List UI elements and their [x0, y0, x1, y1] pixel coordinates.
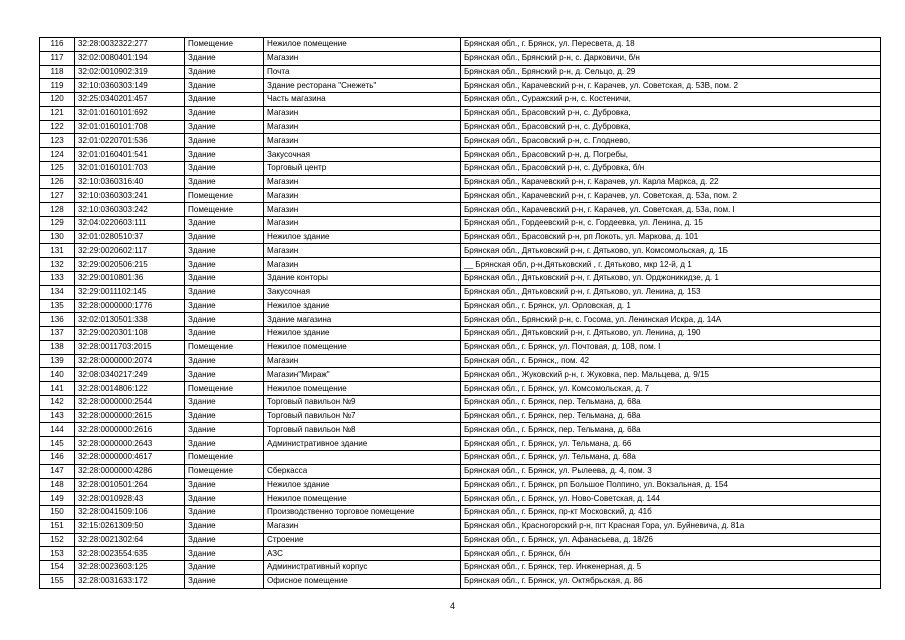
purpose-cell: Магазин"Мираж"	[264, 368, 461, 382]
address-cell: Брянская обл., г. Брянск,, пом. 42	[461, 354, 881, 368]
cadastral-number-cell: 32:02:0010902:319	[75, 65, 185, 79]
object-type-cell: Здание	[185, 395, 264, 409]
table-row	[40, 161, 881, 175]
address-cell: Брянская обл., Дятьковский р-н, г. Дятьково, ул. Ленина, д. 190	[461, 327, 881, 341]
address-cell: Брянская обл., Гордеевский р-н, с. Гордеевка, ул. Ленина, д. 15	[461, 216, 881, 230]
table-row	[40, 148, 881, 162]
address-cell: Брянская обл., Брянский р-н, с. Госома, ул. Ленинская Искра, д. 14А	[461, 313, 881, 327]
cadastral-number-cell: 32:28:0000000:2074	[75, 354, 185, 368]
cadastral-number-cell: 32:29:0020301:108	[75, 327, 185, 341]
object-type-cell: Здание	[185, 299, 264, 313]
address-cell: Брянская обл., Брасовский р-н, д. Погребы,	[461, 148, 881, 162]
purpose-cell: Магазин	[264, 203, 461, 217]
table-row	[40, 395, 881, 409]
row-number-cell: 147	[40, 464, 75, 478]
object-type-cell: Здание	[185, 478, 264, 492]
property-table-body	[40, 38, 881, 589]
object-type-cell: Здание	[185, 272, 264, 286]
address-cell: Брянская обл., Жуковский р-н, г. Жуковка, пер. Мальцева, д. 9/15	[461, 368, 881, 382]
purpose-cell: Магазин	[264, 519, 461, 533]
table-row	[40, 51, 881, 65]
object-type-cell: Помещение	[185, 189, 264, 203]
cadastral-number-cell: 32:01:0160401:541	[75, 148, 185, 162]
cadastral-number-cell: 32:28:0031633:172	[75, 574, 185, 588]
cadastral-number-cell: 32:10:0360303:242	[75, 203, 185, 217]
address-cell: Брянская обл., Карачевский р-н, г. Карачев, ул. Советская, д. 53В, пом. 2	[461, 79, 881, 93]
row-number-cell: 149	[40, 492, 75, 506]
object-type-cell: Здание	[185, 106, 264, 120]
address-cell: Брянская обл., Брасовский р-н, с. Дубровка,	[461, 120, 881, 134]
cadastral-number-cell: 32:10:0360303:241	[75, 189, 185, 203]
cadastral-number-cell: 32:28:0014806:122	[75, 382, 185, 396]
row-number-cell: 135	[40, 299, 75, 313]
row-number-cell: 144	[40, 423, 75, 437]
object-type-cell: Здание	[185, 51, 264, 65]
purpose-cell: Здание конторы	[264, 272, 461, 286]
table-row	[40, 340, 881, 354]
table-row	[40, 547, 881, 561]
purpose-cell: Здание ресторана "Снежеть"	[264, 79, 461, 93]
cadastral-number-cell: 32:01:0280510:37	[75, 230, 185, 244]
object-type-cell: Здание	[185, 519, 264, 533]
cadastral-number-cell: 32:10:0360303:149	[75, 79, 185, 93]
table-row	[40, 93, 881, 107]
address-cell: Брянская обл., г. Брянск, пр-кт Московский, д. 41б	[461, 506, 881, 520]
table-row	[40, 258, 881, 272]
address-cell: Брянская обл., Карачевский р-н, г. Карачев, ул. Советская, д. 53а, пом. I	[461, 203, 881, 217]
address-cell: Брянская обл., г. Брянск, б/н	[461, 547, 881, 561]
object-type-cell: Здание	[185, 409, 264, 423]
purpose-cell: Магазин	[264, 258, 461, 272]
object-type-cell: Здание	[185, 120, 264, 134]
cadastral-number-cell: 32:28:0021302:64	[75, 533, 185, 547]
row-number-cell: 148	[40, 478, 75, 492]
table-row	[40, 354, 881, 368]
address-cell: Брянская обл., Дятьковский р-н, г. Дятьково, ул. Ленина, д. 153	[461, 285, 881, 299]
table-row	[40, 120, 881, 134]
table-row	[40, 216, 881, 230]
row-number-cell: 133	[40, 272, 75, 286]
cadastral-number-cell: 32:29:0010801:36	[75, 272, 185, 286]
row-number-cell: 129	[40, 216, 75, 230]
object-type-cell: Здание	[185, 258, 264, 272]
property-table	[39, 37, 881, 589]
purpose-cell: Магазин	[264, 175, 461, 189]
object-type-cell: Здание	[185, 313, 264, 327]
purpose-cell: Торговый павильон №9	[264, 395, 461, 409]
object-type-cell: Здание	[185, 368, 264, 382]
address-cell: Брянская обл., Брасовский р-н, с. Глоднево,	[461, 134, 881, 148]
address-cell: __ Брянская обл, р-н.Дятьковский , г. Дятьково, мкр 12-й, д 1	[461, 258, 881, 272]
row-number-cell: 143	[40, 409, 75, 423]
cadastral-number-cell: 32:28:0032322:277	[75, 38, 185, 52]
row-number-cell: 150	[40, 506, 75, 520]
row-number-cell: 141	[40, 382, 75, 396]
object-type-cell: Здание	[185, 79, 264, 93]
object-type-cell: Здание	[185, 161, 264, 175]
object-type-cell: Здание	[185, 354, 264, 368]
address-cell: Брянская обл., г. Брянск, ул. Рылеева, д. 4, пом. 3	[461, 464, 881, 478]
cadastral-number-cell: 32:28:0011703:2015	[75, 340, 185, 354]
purpose-cell: Здание магазина	[264, 313, 461, 327]
purpose-cell: Административный корпус	[264, 561, 461, 575]
address-cell: Брянская обл., г. Брянск, ул. Пересвета, д. 18	[461, 38, 881, 52]
table-row	[40, 423, 881, 437]
cadastral-number-cell: 32:28:0000000:1776	[75, 299, 185, 313]
object-type-cell: Помещение	[185, 382, 264, 396]
page-number: 4	[449, 601, 455, 611]
purpose-cell: Сберкасса	[264, 464, 461, 478]
cadastral-number-cell: 32:28:0023554:635	[75, 547, 185, 561]
address-cell: Брянская обл., г. Брянск, ул. Комсомольская, д. 7	[461, 382, 881, 396]
cadastral-number-cell: 32:02:0130501:338	[75, 313, 185, 327]
purpose-cell: Административное здание	[264, 437, 461, 451]
object-type-cell: Здание	[185, 175, 264, 189]
purpose-cell	[264, 450, 461, 464]
row-number-cell: 139	[40, 354, 75, 368]
purpose-cell: Нежилое помещение	[264, 340, 461, 354]
object-type-cell: Здание	[185, 561, 264, 575]
row-number-cell: 120	[40, 93, 75, 107]
row-number-cell: 119	[40, 79, 75, 93]
table-row	[40, 492, 881, 506]
purpose-cell: АЗС	[264, 547, 461, 561]
cadastral-number-cell: 32:28:0010501:264	[75, 478, 185, 492]
address-cell: Брянская обл., г. Брянск, ул. Октябрьская, д. 86	[461, 574, 881, 588]
object-type-cell: Здание	[185, 285, 264, 299]
cadastral-number-cell: 32:28:0010928:43	[75, 492, 185, 506]
address-cell: Брянская обл., г. Брянск, пер. Тельмана, д. 68а	[461, 395, 881, 409]
table-row	[40, 313, 881, 327]
address-cell: Брянская обл., г. Брянск, пер. Тельмана, д. 68а	[461, 423, 881, 437]
object-type-cell: Здание	[185, 65, 264, 79]
purpose-cell: Магазин	[264, 354, 461, 368]
cadastral-number-cell: 32:28:0000000:4286	[75, 464, 185, 478]
object-type-cell: Здание	[185, 506, 264, 520]
table-row	[40, 574, 881, 588]
address-cell: Брянская обл., г. Брянск, ул. Орловская, д. 1	[461, 299, 881, 313]
purpose-cell: Магазин	[264, 134, 461, 148]
row-number-cell: 140	[40, 368, 75, 382]
cadastral-number-cell: 32:28:0023603:125	[75, 561, 185, 575]
object-type-cell: Помещение	[185, 38, 264, 52]
table-row	[40, 519, 881, 533]
row-number-cell: 153	[40, 547, 75, 561]
cadastral-number-cell: 32:28:0000000:2643	[75, 437, 185, 451]
table-row	[40, 533, 881, 547]
row-number-cell: 125	[40, 161, 75, 175]
purpose-cell: Нежилое здание	[264, 230, 461, 244]
object-type-cell: Здание	[185, 547, 264, 561]
table-row	[40, 450, 881, 464]
row-number-cell: 124	[40, 148, 75, 162]
address-cell: Брянская обл., Красногорский р-н, пгт Красная Гора, ул. Буйневича, д. 81а	[461, 519, 881, 533]
object-type-cell: Здание	[185, 216, 264, 230]
row-number-cell: 151	[40, 519, 75, 533]
row-number-cell: 142	[40, 395, 75, 409]
table-row	[40, 244, 881, 258]
table-row	[40, 38, 881, 52]
address-cell: Брянская обл., г. Брянск, пер. Тельмана, д. 68а	[461, 409, 881, 423]
row-number-cell: 155	[40, 574, 75, 588]
cadastral-number-cell: 32:25:0340201:457	[75, 93, 185, 107]
purpose-cell: Почта	[264, 65, 461, 79]
purpose-cell: Нежилое помещение	[264, 38, 461, 52]
table-row	[40, 106, 881, 120]
table-row	[40, 506, 881, 520]
table-row	[40, 230, 881, 244]
object-type-cell: Помещение	[185, 340, 264, 354]
row-number-cell: 134	[40, 285, 75, 299]
row-number-cell: 116	[40, 38, 75, 52]
purpose-cell: Магазин	[264, 51, 461, 65]
table-row	[40, 65, 881, 79]
object-type-cell: Здание	[185, 437, 264, 451]
address-cell: Брянская обл., Дятьковский р-н, г. Дятьково, ул. Орджоникидзе, д. 1	[461, 272, 881, 286]
purpose-cell: Строение	[264, 533, 461, 547]
row-number-cell: 123	[40, 134, 75, 148]
address-cell: Брянская обл., Брасовский р-н, с. Дубровка, б/н	[461, 161, 881, 175]
cadastral-number-cell: 32:15:0261309:50	[75, 519, 185, 533]
row-number-cell: 122	[40, 120, 75, 134]
address-cell: Брянская обл., Брасовский р-н, с. Дубровка,	[461, 106, 881, 120]
row-number-cell: 136	[40, 313, 75, 327]
address-cell: Брянская обл., г. Брянск, ул. Почтовая, д. 108, пом. I	[461, 340, 881, 354]
address-cell: Брянская обл., г. Брянск, ул. Ново-Советская, д. 144	[461, 492, 881, 506]
object-type-cell: Здание	[185, 93, 264, 107]
address-cell: Брянская обл., Брянский р-н, с. Дарковичи, б/н	[461, 51, 881, 65]
row-number-cell: 154	[40, 561, 75, 575]
row-number-cell: 130	[40, 230, 75, 244]
purpose-cell: Магазин	[264, 216, 461, 230]
row-number-cell: 137	[40, 327, 75, 341]
object-type-cell: Здание	[185, 492, 264, 506]
table-row	[40, 189, 881, 203]
purpose-cell: Часть магазина	[264, 93, 461, 107]
row-number-cell: 152	[40, 533, 75, 547]
cadastral-number-cell: 32:29:0011102:145	[75, 285, 185, 299]
row-number-cell: 132	[40, 258, 75, 272]
table-row	[40, 203, 881, 217]
object-type-cell: Здание	[185, 574, 264, 588]
cadastral-number-cell: 32:04:0220603:111	[75, 216, 185, 230]
object-type-cell: Здание	[185, 148, 264, 162]
address-cell: Брянская обл., Суражский р-н, с. Костеничи,	[461, 93, 881, 107]
cadastral-number-cell: 32:28:0000000:2616	[75, 423, 185, 437]
purpose-cell: Производственно торговое помещение	[264, 506, 461, 520]
address-cell: Брянская обл., Карачевский р-н, г. Карачев, ул. Карла Маркса, д. 22	[461, 175, 881, 189]
purpose-cell: Магазин	[264, 189, 461, 203]
object-type-cell: Здание	[185, 230, 264, 244]
address-cell: Брянская обл., г. Брянск, ул. Афанасьева, д. 18/26	[461, 533, 881, 547]
cadastral-number-cell: 32:01:0220701:536	[75, 134, 185, 148]
cadastral-number-cell: 32:01:0160101:703	[75, 161, 185, 175]
table-row	[40, 478, 881, 492]
table-row	[40, 175, 881, 189]
purpose-cell: Магазин	[264, 120, 461, 134]
purpose-cell: Нежилое здание	[264, 327, 461, 341]
address-cell: Брянская обл., г. Брянск, рп Большое Полпино, ул. Вокзальная, д. 154	[461, 478, 881, 492]
purpose-cell: Закусочная	[264, 148, 461, 162]
table-row	[40, 79, 881, 93]
purpose-cell: Нежилое помещение	[264, 382, 461, 396]
table-row	[40, 299, 881, 313]
object-type-cell: Здание	[185, 423, 264, 437]
address-cell: Брянская обл., г. Брянск, ул. Тельмана, д. 68а	[461, 450, 881, 464]
table-row	[40, 437, 881, 451]
cadastral-number-cell: 32:28:0000000:2544	[75, 395, 185, 409]
purpose-cell: Магазин	[264, 244, 461, 258]
purpose-cell: Торговый павильон №7	[264, 409, 461, 423]
table-row	[40, 561, 881, 575]
purpose-cell: Нежилое здание	[264, 478, 461, 492]
cadastral-number-cell: 32:28:0041509:106	[75, 506, 185, 520]
address-cell: Брянская обл., Брасовский р-н, рп Локоть, ул. Маркова, д. 101	[461, 230, 881, 244]
address-cell: Брянская обл., Карачевский р-н, г. Карачев, ул. Советская, д. 53а, пом. 2	[461, 189, 881, 203]
row-number-cell: 131	[40, 244, 75, 258]
object-type-cell: Здание	[185, 134, 264, 148]
table-row	[40, 134, 881, 148]
row-number-cell: 126	[40, 175, 75, 189]
cadastral-number-cell: 32:28:0000000:2615	[75, 409, 185, 423]
cadastral-number-cell: 32:08:0340217:249	[75, 368, 185, 382]
object-type-cell: Помещение	[185, 464, 264, 478]
object-type-cell: Помещение	[185, 203, 264, 217]
purpose-cell: Нежилое здание	[264, 299, 461, 313]
cadastral-number-cell: 32:01:0160101:692	[75, 106, 185, 120]
row-number-cell: 145	[40, 437, 75, 451]
table-row	[40, 368, 881, 382]
table-row	[40, 327, 881, 341]
row-number-cell: 117	[40, 51, 75, 65]
cadastral-number-cell: 32:10:0360316:40	[75, 175, 185, 189]
row-number-cell: 118	[40, 65, 75, 79]
purpose-cell: Офисное помещение	[264, 574, 461, 588]
purpose-cell: Магазин	[264, 106, 461, 120]
address-cell: Брянская обл., Брянский р-н, д. Сельцо, д. 29	[461, 65, 881, 79]
purpose-cell: Закусочная	[264, 285, 461, 299]
object-type-cell: Помещение	[185, 450, 264, 464]
address-cell: Брянская обл., г. Брянск, ул. Тельмана, д. 66	[461, 437, 881, 451]
object-type-cell: Здание	[185, 327, 264, 341]
row-number-cell: 127	[40, 189, 75, 203]
row-number-cell: 121	[40, 106, 75, 120]
address-cell: Брянская обл., г. Брянск, тер. Инженерная, д. 5	[461, 561, 881, 575]
purpose-cell: Нежилое помещение	[264, 492, 461, 506]
object-type-cell: Здание	[185, 244, 264, 258]
row-number-cell: 146	[40, 450, 75, 464]
cadastral-number-cell: 32:29:0020506:215	[75, 258, 185, 272]
purpose-cell: Торговый павильон №8	[264, 423, 461, 437]
table-row	[40, 272, 881, 286]
purpose-cell: Торговый центр	[264, 161, 461, 175]
table-row	[40, 382, 881, 396]
table-row	[40, 409, 881, 423]
cadastral-number-cell: 32:28:0000000:4617	[75, 450, 185, 464]
cadastral-number-cell: 32:29:0020602:117	[75, 244, 185, 258]
object-type-cell: Здание	[185, 533, 264, 547]
address-cell: Брянская обл., Дятьковский р-н, г. Дятьково, ул. Комсомольская, д. 1Б	[461, 244, 881, 258]
table-row	[40, 464, 881, 478]
table-row	[40, 285, 881, 299]
cadastral-number-cell: 32:02:0080401:194	[75, 51, 185, 65]
row-number-cell: 138	[40, 340, 75, 354]
cadastral-number-cell: 32:01:0160101:708	[75, 120, 185, 134]
row-number-cell: 128	[40, 203, 75, 217]
